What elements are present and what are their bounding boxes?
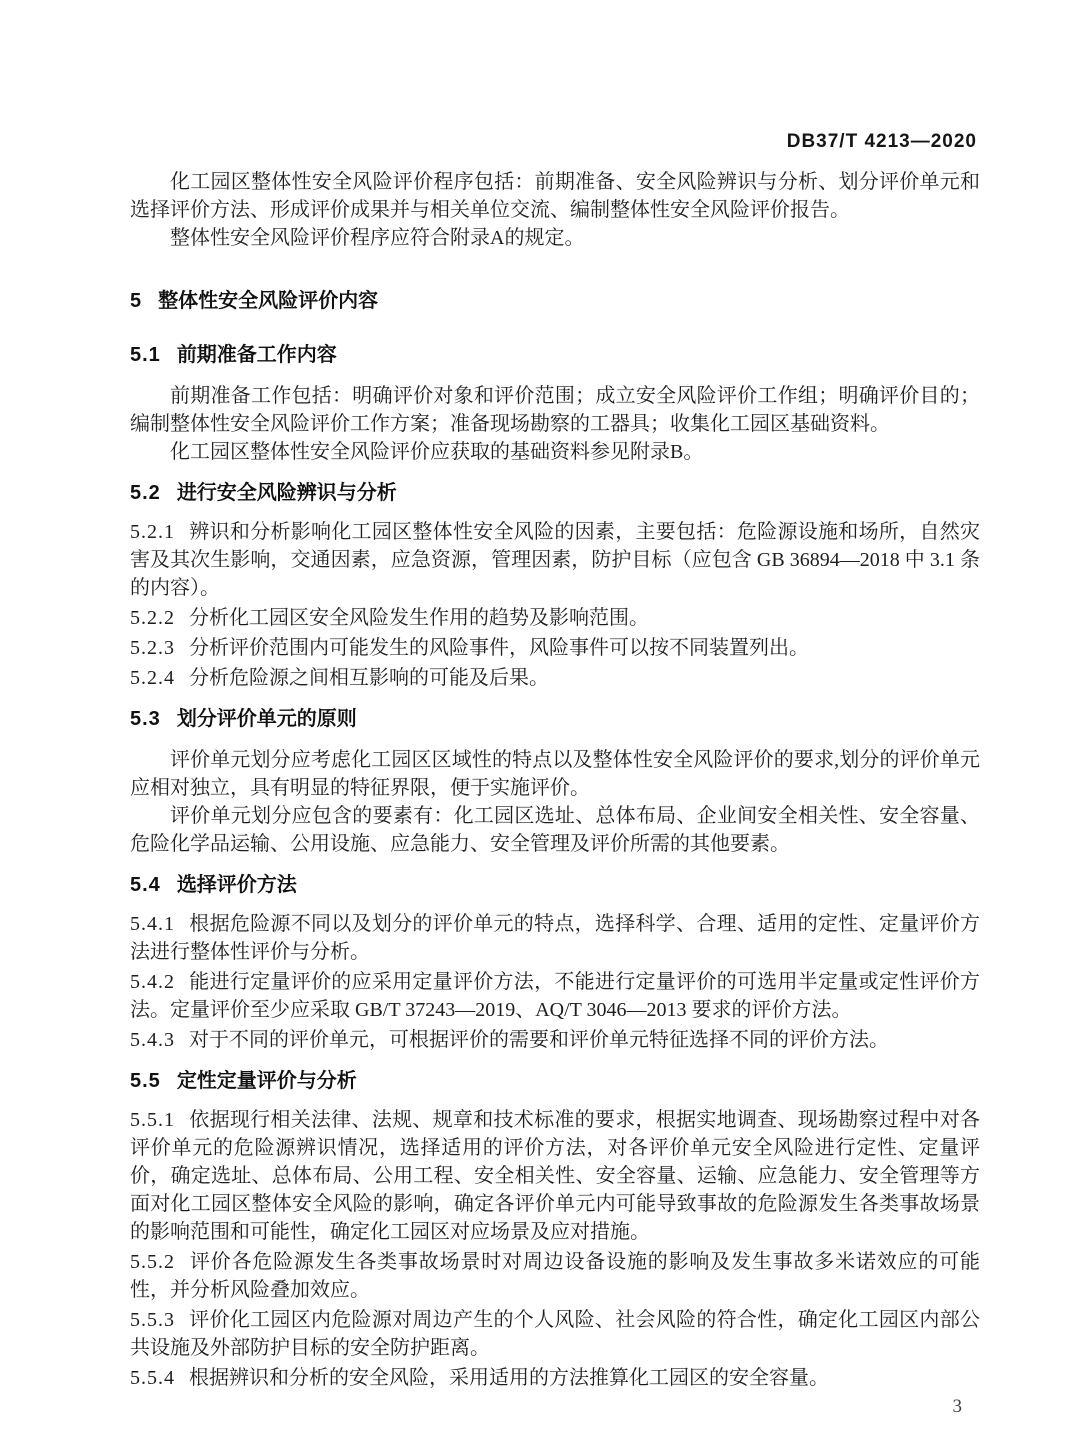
clause-text: 评价各危险源发生各类事故场景时对周边设备设施的影响及发生事故多米诺效应的可能性，并分析风险叠加效应。	[130, 1251, 980, 1301]
clause-number: 5.5.2	[130, 1251, 175, 1273]
clause-5-2-3	[130, 634, 980, 662]
clause-5-4-1	[130, 910, 980, 966]
section-5-number: 5	[130, 290, 143, 312]
clause-text: 能进行定量评价的应采用定量评价方法，不能进行定量评价的可选用半定量或定性评价方法。定量评价至少应采取 GB/T 37243—2019、AQ/T 3046—2013 要求的评价方法。	[130, 971, 980, 1021]
clause-5-4-3	[130, 1026, 980, 1054]
doc-code: DB37/T 4213—2020	[786, 131, 977, 152]
section-5-3-heading	[130, 706, 980, 732]
section-5-2-title: 进行安全风险辨识与分析	[176, 482, 397, 504]
section-5-2-heading	[130, 480, 980, 506]
section-5-5-number: 5.5	[130, 1070, 161, 1092]
clause-5-5-1	[130, 1106, 980, 1246]
clause-number: 5.5.4	[130, 1367, 175, 1389]
clause-text: 依据现行相关法律、法规、规章和技术标准的要求，根据实地调查、现场勘察过程中对各评价单元的危险源辨识情况，选择适用的评价方法，对各评价单元安全风险进行定性、定量评价，确定选址、总体布局、公用工程、安全相关性、安全容量、运输、应急能力、安全管理等方面对化工园区整体安全风险的影响，确定各评价单元内可能导致事故的危险源发生各类事故场景的影响范围和可能性，确定化工园区对应场景及应对措施。	[130, 1109, 980, 1243]
clause-text: 评价化工园区内危险源对周边产生的个人风险、社会风险的符合性，确定化工园区内部公共设施及外部防护目标的安全防护距离。	[130, 1309, 980, 1359]
clause-5-4-2	[130, 968, 980, 1024]
clause-5-2-1	[130, 518, 980, 602]
document-body	[130, 168, 980, 1392]
section-5-1-heading	[130, 342, 980, 368]
clause-number: 5.2.2	[130, 607, 175, 629]
section-5-4-number: 5.4	[130, 874, 161, 896]
document-footer	[0, 1396, 962, 1418]
section-5-1-paragraph-1: 前期准备工作包括：明确评价对象和评价范围；成立安全风险评价工作组；明确评价目的；编制整体性安全风险评价工作方案；准备现场勘察的工器具；收集化工园区基础资料。	[130, 385, 980, 435]
clause-text: 辨识和分析影响化工园区整体性安全风险的因素，主要包括：危险源设施和场所，自然灾害及其次生影响，交通因素，应急资源，管理因素，防护目标（应包含 GB 36894—2018 中 3.1 条的内容）。	[130, 521, 980, 599]
section-5-5-heading	[130, 1068, 980, 1094]
clause-text: 根据危险源不同以及划分的评价单元的特点，选择科学、合理、适用的定性、定量评价方法进行整体性评价与分析。	[130, 913, 980, 963]
section-5-3-paragraph-2: 评价单元划分应包含的要素有：化工园区选址、总体布局、企业间安全相关性、安全容量、危险化学品运输、公用设施、应急能力、安全管理及评价所需的其他要素。	[130, 805, 980, 855]
clause-number: 5.2.3	[130, 637, 175, 659]
page-number: 3	[952, 1396, 962, 1417]
clause-5-5-4	[130, 1364, 980, 1392]
clause-text: 分析化工园区安全风险发生作用的趋势及影响范围。	[189, 607, 649, 629]
clause-number: 5.2.1	[130, 521, 175, 543]
clause-number: 5.5.3	[130, 1309, 175, 1331]
clause-5-5-3	[130, 1306, 980, 1362]
document-header	[130, 131, 977, 153]
section-5-3-number: 5.3	[130, 708, 161, 730]
section-5-3-title: 划分评价单元的原则	[176, 708, 357, 730]
clause-text: 对于不同的评价单元，可根据评价的需要和评价单元特征选择不同的评价方法。	[189, 1029, 889, 1051]
section-5-heading	[130, 288, 980, 314]
section-5-4-heading	[130, 872, 980, 898]
section-5-2-number: 5.2	[130, 482, 161, 504]
clause-number: 5.4.2	[130, 971, 175, 993]
clause-text: 分析评价范围内可能发生的风险事件，风险事件可以按不同装置列出。	[189, 637, 809, 659]
intro-paragraph-1: 化工园区整体性安全风险评价程序包括：前期准备、安全风险辨识与分析、划分评价单元和选择评价方法、形成评价成果并与相关单位交流、编制整体性安全风险评价报告。	[130, 171, 980, 221]
section-5-5-title: 定性定量评价与分析	[176, 1070, 357, 1092]
clause-number: 5.4.3	[130, 1029, 175, 1051]
clause-5-5-2	[130, 1248, 980, 1304]
section-5-title: 整体性安全风险评价内容	[158, 290, 379, 312]
clause-number: 5.2.4	[130, 667, 175, 689]
clause-text: 分析危险源之间相互影响的可能及后果。	[189, 667, 549, 689]
section-5-1-title: 前期准备工作内容	[176, 344, 337, 366]
section-5-4-title: 选择评价方法	[176, 874, 297, 896]
clause-text: 根据辨识和分析的安全风险，采用适用的方法推算化工园区的安全容量。	[189, 1367, 829, 1389]
clause-5-2-2	[130, 604, 980, 632]
clause-number: 5.5.1	[130, 1109, 175, 1131]
clause-5-2-4	[130, 664, 980, 692]
section-5-3-paragraph-1: 评价单元划分应考虑化工园区区域性的特点以及整体性安全风险评价的要求,划分的评价单元应相对独立，具有明显的特征界限，便于实施评价。	[130, 749, 980, 799]
section-5-1-paragraph-2: 化工园区整体性安全风险评价应获取的基础资料参见附录B。	[170, 441, 704, 463]
clause-number: 5.4.1	[130, 913, 175, 935]
section-5-1-number: 5.1	[130, 344, 161, 366]
intro-paragraph-2: 整体性安全风险评价程序应符合附录A的规定。	[170, 227, 585, 249]
